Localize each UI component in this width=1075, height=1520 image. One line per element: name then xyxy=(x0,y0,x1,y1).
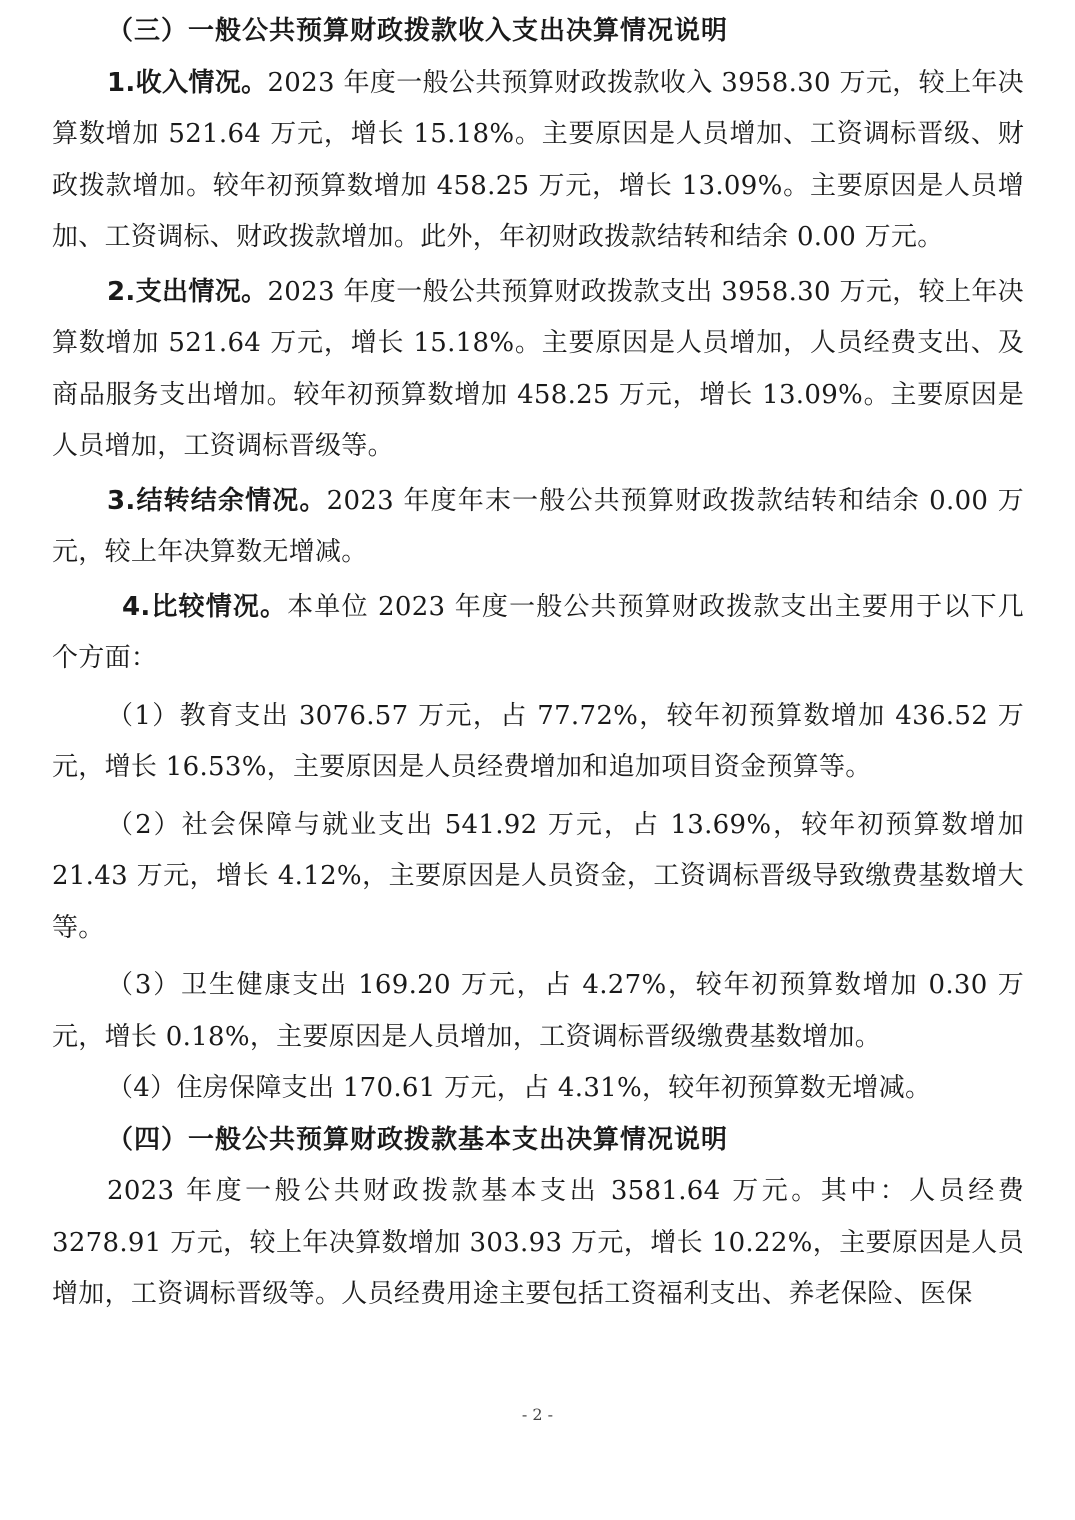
page-number: - 2 - xyxy=(521,1405,554,1424)
comparison-paragraph xyxy=(52,582,1024,685)
income-text: 2023 年度一般公共预算财政拨款收入 3958.30 万元，较上年决算数增加 521.64 万元，增长 15.18%。主要原因是人员增加、工资调标晋级、财政拨款增加。较年初预算数增加 458.25 万元，增长 13.09%。主要原因是人员增加、工资调标、财政拨款增加。此外，年初财政拨款结转和结余 0.00 万元。 xyxy=(52,67,1024,252)
balance-label: 3.结转结余情况。 xyxy=(107,485,327,516)
income-paragraph xyxy=(52,58,1024,264)
balance-paragraph xyxy=(52,476,1024,579)
expense-paragraph xyxy=(52,267,1024,473)
balance-text: 2023 年度年末一般公共预算财政拨款结转和结余 0.00 万元，较上年决算数无增减。 xyxy=(52,485,1025,567)
comparison-item-4: （4）住房保障支出 170.61 万元，占 4.31%，较年初预算数无增减。 xyxy=(107,1073,932,1103)
expense-label: 2.支出情况。 xyxy=(107,276,268,307)
comparison-item-3: （3）卫生健康支出 169.20 万元，占 4.27%，较年初预算数增加 0.30 万元，增长 0.18%，主要原因是人员增加，工资调标晋级缴费基数增加。 xyxy=(52,970,1024,1052)
section3-title: （三）一般公共预算财政拨款收入支出决算情况说明 xyxy=(107,16,729,46)
comparison-item-1: （1）教育支出 3076.57 万元，占 77.72%，较年初预算数增加 436.52 万元，增长 16.53%，主要原因是人员经费增加和追加项目资金预算等。 xyxy=(52,700,1024,782)
document-page xyxy=(52,6,1024,1321)
income-label: 1.收入情况。 xyxy=(107,67,268,98)
comparison-text: 本单位 2023 年度一般公共预算财政拨款支出主要用于以下几个方面： xyxy=(52,591,1024,673)
comparison-label: 4.比较情况。 xyxy=(122,591,288,622)
section4-paragraph: 2023 年度一般公共财政拨款基本支出 3581.64 万元。其中：人员经费 3278.91 万元，较上年决算数增加 303.93 万元，增长 10.22%，主要原因是人员增加，工资调标晋级等。人员经费用途主要包括工资福利支出、养老保险、医保 xyxy=(52,1176,1024,1309)
expense-text: 2023 年度一般公共预算财政拨款支出 3958.30 万元，较上年决算数增加 521.64 万元，增长 15.18%。主要原因是人员增加，人员经费支出、及商品服务支出增加。较年初预算数增加 458.25 万元，增长 13.09%。主要原因是人员增加，工资调标晋级等。 xyxy=(52,276,1024,461)
section4-title: （四）一般公共预算财政拨款基本支出决算情况说明 xyxy=(107,1124,729,1155)
comparison-item-2: （2）社会保障与就业支出 541.92 万元，占 13.69%，较年初预算数增加 21.43 万元，增长 4.12%，主要原因是人员资金，工资调标晋级导致缴费基数增大等。 xyxy=(52,809,1024,943)
